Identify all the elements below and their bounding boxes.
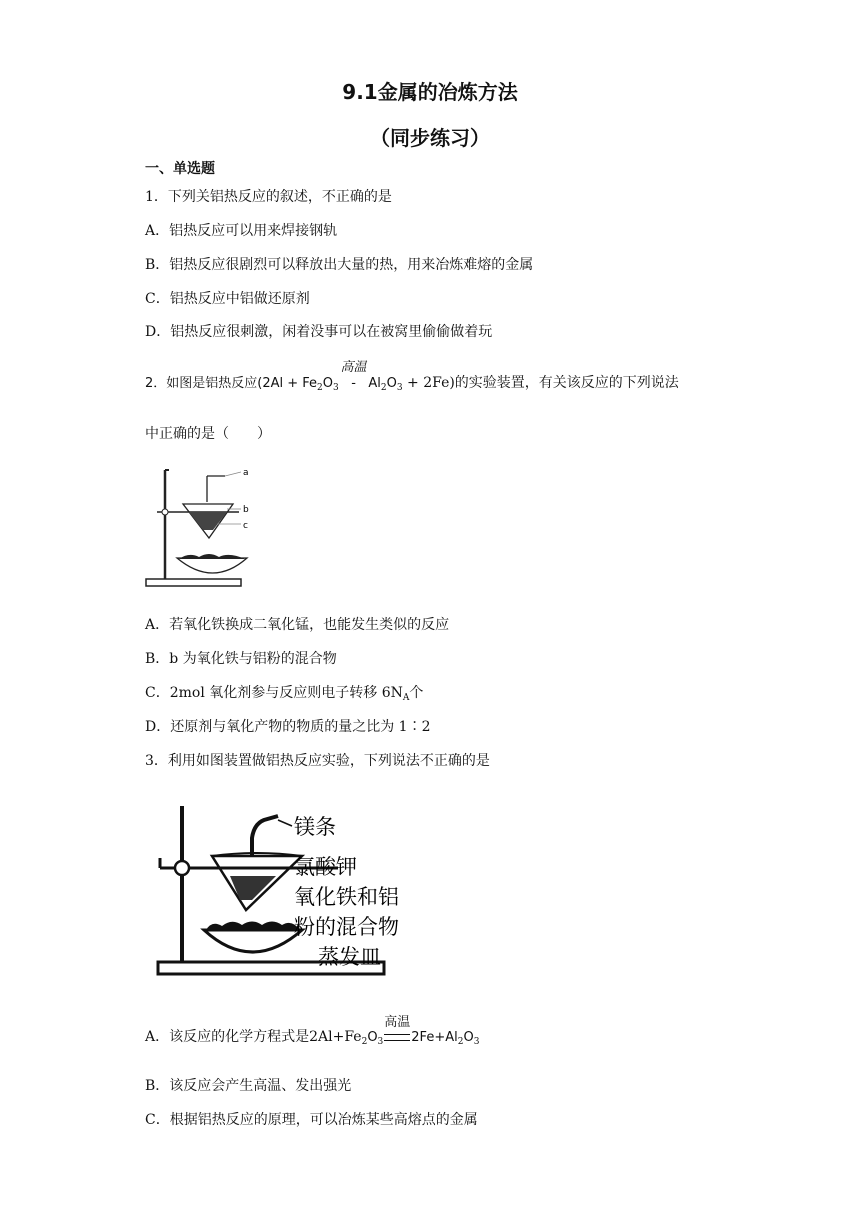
q3-reaction-arrow xyxy=(383,1015,411,1045)
q1-option-c: C．铝热反应中铝做还原剂 xyxy=(145,291,310,307)
q2-option-a: A．若氧化铁换成二氧化锰，也能发生类似的反应 xyxy=(145,617,450,633)
fig1-label-a: a xyxy=(243,468,249,478)
fig1-label-b: b xyxy=(243,505,249,515)
q2-stem-line2: 中正确的是（ ） xyxy=(145,426,271,442)
fig2-label-magnesium: 镁条 xyxy=(294,815,336,839)
q3-option-a-prefix: A．该反应的化学方程式是2Al+Fe xyxy=(145,1029,362,1045)
q3-option-a-o2: O xyxy=(463,1030,474,1045)
q3-sub: 3 xyxy=(377,1037,384,1047)
q3-option-c: C．根据铝热反应的原理，可以冶炼某些高熔点的金属 xyxy=(145,1112,478,1128)
q2-stem-o: O xyxy=(322,376,334,391)
q2-stem-al: Al xyxy=(368,376,381,391)
q1-option-d: D．铝热反应很刺激，闲着没事可以在被窝里偷偷做着玩 xyxy=(145,324,493,340)
q3-sub: 3 xyxy=(473,1037,480,1047)
q3-equals-sign xyxy=(384,1034,410,1041)
fig2-label-kclo3: 氯酸钾 xyxy=(294,855,357,879)
q2-sub: 2 xyxy=(380,383,387,393)
q2-separator: - xyxy=(351,376,356,391)
q2-option-c-tail: 个 xyxy=(409,685,424,701)
section-heading: 一、单选题 xyxy=(145,161,215,177)
q1-stem: 1．下列关铝热反应的叙述，不正确的是 xyxy=(145,189,392,205)
fig2-label-mixture-2: 粉的混合物 xyxy=(294,915,399,939)
q3-option-b: B．该反应会产生高温、发出强光 xyxy=(145,1078,352,1094)
fig2-label-mixture-1: 氧化铁和铝 xyxy=(294,885,399,909)
q3-option-a xyxy=(145,1015,480,1047)
q2-condition: 高温 xyxy=(340,360,367,375)
q2-stem-prefix: 2．如图是铝热反应(2Al + Fe xyxy=(145,376,318,391)
fig1-label-c: c xyxy=(243,521,248,531)
q2-option-d: D．还原剂与氧化产物的物质的量之比为 1∶2 xyxy=(145,719,431,735)
q2-sub: 2 xyxy=(317,383,323,393)
q3-stem: 3．利用如图装置做铝热反应实验，下列说法不正确的是 xyxy=(145,753,490,769)
q3-option-a-o: O xyxy=(367,1030,378,1045)
q2-option-c xyxy=(145,682,423,702)
q2-sub: 3 xyxy=(333,383,339,393)
q2-sub: 3 xyxy=(396,383,403,393)
q1-option-b: B．铝热反应很剧烈可以释放出大量的热，用来冶炼难熔的金属 xyxy=(145,257,534,273)
page-title: 9.1金属的冶炼方法 xyxy=(342,80,518,104)
q2-stem-o2: O xyxy=(386,376,397,391)
page-subtitle: （同步练习） xyxy=(370,126,490,150)
q2-stem-tail: + 2Fe)的实验装置，有关该反应的下列说法 xyxy=(402,375,679,391)
q3-sub: 2 xyxy=(361,1037,368,1047)
q2-option-c-sub: A xyxy=(402,693,410,703)
q2-apparatus-figure xyxy=(143,462,253,590)
q3-apparatus-figure xyxy=(152,802,432,980)
q3-condition: 高温 xyxy=(384,1015,411,1030)
q2-reaction-arrow xyxy=(340,360,367,391)
q2-option-c-text: C．2mol 氧化剂参与反应则电子转移 6N xyxy=(145,685,403,701)
q2-option-b: B．b 为氧化铁与铝粉的混合物 xyxy=(145,651,337,667)
fig2-label-dish: 蒸发皿 xyxy=(318,945,381,969)
q2-stem xyxy=(145,360,679,393)
q3-sub: 2 xyxy=(457,1037,464,1047)
q1-option-a: A．铝热反应可以用来焊接钢轨 xyxy=(145,223,338,239)
q3-option-a-mid: 2Fe+Al xyxy=(411,1030,458,1045)
